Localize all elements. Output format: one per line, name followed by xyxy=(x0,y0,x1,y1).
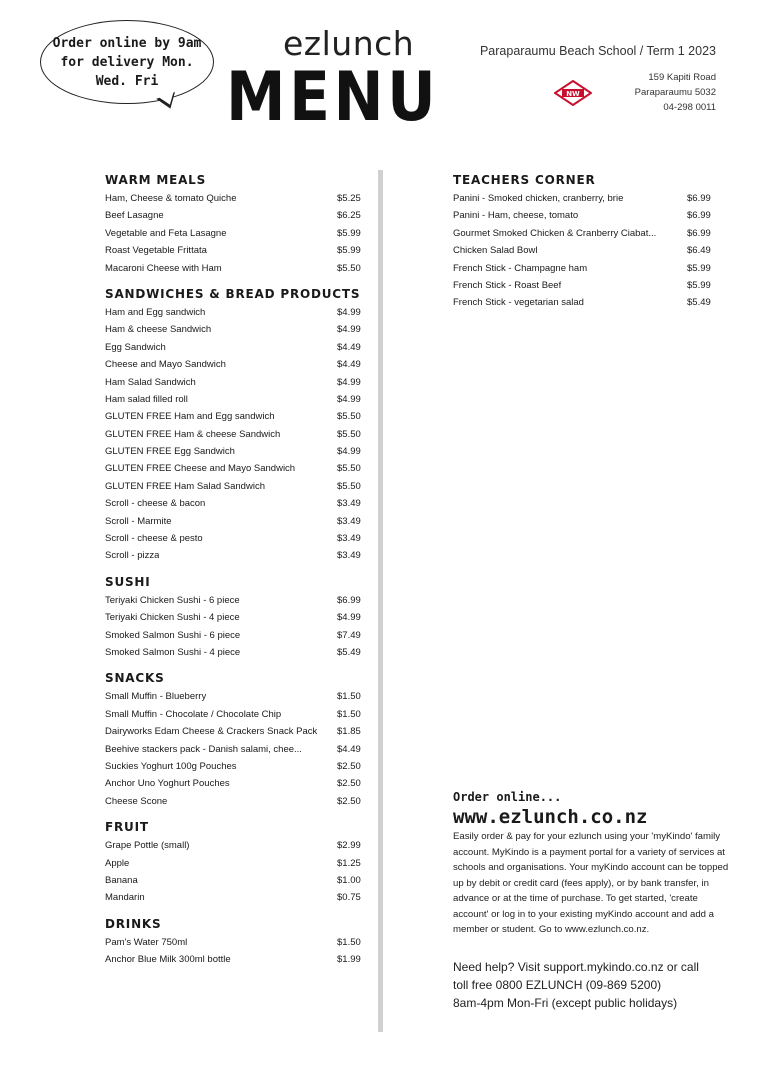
menu-item xyxy=(105,793,365,810)
item-price: $5.50 xyxy=(337,428,361,440)
item-name: Panini - Smoked chicken, cranberry, brie xyxy=(453,193,624,204)
item-name: GLUTEN FREE Ham Salad Sandwich xyxy=(105,480,265,492)
menu-item xyxy=(453,190,715,207)
item-price: $4.99 xyxy=(337,446,361,458)
item-price: $1.50 xyxy=(337,708,361,720)
menu-item xyxy=(105,260,365,277)
item-price: $4.49 xyxy=(337,359,361,371)
menu-item xyxy=(105,723,365,740)
item-name: Smoked Salmon Sushi - 4 piece xyxy=(105,646,241,658)
help-info xyxy=(453,958,743,1012)
address-line-2: Paraparaumu 5032 xyxy=(634,87,716,98)
item-price: $6.25 xyxy=(337,210,361,222)
item-name: French Stick - Champagne ham xyxy=(453,262,588,274)
menu-item xyxy=(105,889,365,906)
item-name: Ham & cheese Sandwich xyxy=(105,324,212,336)
menu-item xyxy=(105,321,365,338)
item-name: Gourmet Smoked Chicken & Cranberry Ciabat... xyxy=(453,227,657,239)
item-name: GLUTEN FREE Egg Sandwich xyxy=(105,446,235,458)
order-online-url[interactable]: www.ezlunch.co.nz xyxy=(453,806,648,828)
menu-item xyxy=(105,547,365,564)
item-price: $1.50 xyxy=(337,691,361,703)
item-price: $5.49 xyxy=(687,297,711,309)
menu-item xyxy=(105,443,365,460)
item-price: $3.49 xyxy=(337,550,361,562)
menu-item xyxy=(105,339,365,356)
item-name: Scroll - cheese & bacon xyxy=(105,498,206,510)
item-name: Teriyaki Chicken Sushi - 6 piece xyxy=(105,594,240,606)
bubble-text: Order online by 9am for delivery Mon. Wed. Fri xyxy=(52,35,202,89)
menu-item xyxy=(105,225,365,242)
item-price: $4.49 xyxy=(337,743,361,755)
supplier-address xyxy=(635,70,716,115)
help-line-3: 8am-4pm Mon-Fri (except public holidays) xyxy=(453,996,678,1010)
school-term: Paraparaumu Beach School / Term 1 2023 xyxy=(479,44,716,58)
item-price: $4.99 xyxy=(337,376,361,388)
item-price: $4.99 xyxy=(337,393,361,405)
item-price: $1.25 xyxy=(337,857,361,869)
section-title: WARM MEALS xyxy=(105,173,207,187)
item-name: Suckies Yoghurt 100g Pouches xyxy=(105,760,237,772)
menu-item xyxy=(105,356,365,373)
section-title: FRUIT xyxy=(105,820,149,835)
item-price: $4.49 xyxy=(337,341,361,353)
page-title: MENU xyxy=(226,58,440,137)
item-name: Pam's Water 750ml xyxy=(105,936,188,948)
item-name: Ham and Egg sandwich xyxy=(105,306,206,318)
menu-item xyxy=(105,478,365,495)
item-price: $5.50 xyxy=(337,262,361,274)
item-price: $4.99 xyxy=(337,306,361,318)
item-price: $6.99 xyxy=(687,193,711,204)
item-price: $5.50 xyxy=(337,411,361,423)
item-price: $6.99 xyxy=(687,210,711,222)
menu-item xyxy=(105,190,365,207)
item-price: $3.49 xyxy=(337,515,361,527)
menu-item xyxy=(105,855,365,872)
new-world-logo xyxy=(554,80,592,106)
menu-item xyxy=(105,408,365,425)
item-name: Smoked Salmon Sushi - 6 piece xyxy=(105,629,241,641)
menu-item xyxy=(105,609,365,626)
menu-item xyxy=(453,225,715,242)
menu-section xyxy=(105,286,365,565)
item-name: Anchor Blue Milk 300ml bottle xyxy=(105,954,231,966)
item-price: $1.99 xyxy=(337,954,361,966)
order-deadline-bubble xyxy=(40,20,214,104)
menu-item xyxy=(453,242,715,259)
item-name: Apple xyxy=(105,857,130,869)
menu-section xyxy=(105,670,365,810)
item-price: $4.99 xyxy=(337,612,361,624)
phone-number: 04-298 0011 xyxy=(663,102,716,113)
mykindo-description: Easily order & pay for your ezlunch using your 'myKindo' family account. MyKindo is a payment portal for a variety of services at schools and organisations. Your myKindo account can be topped up by debit or credit card (fees apply), or by bank transfer, in advance or at the time of purchase. To get started, 'create account' or log in to your existing myKindo account and add a member or student. Go to www.ezlunch.co.nz. xyxy=(453,831,729,935)
item-price: $1.85 xyxy=(337,726,361,738)
item-price: $6.99 xyxy=(337,594,361,606)
section-title: SANDWICHES & BREAD PRODUCTS xyxy=(105,286,361,301)
item-name: Ham, Cheese & tomato Quiche xyxy=(105,193,237,204)
logo-text: NW xyxy=(566,90,580,98)
item-name: Cheese Scone xyxy=(105,795,168,807)
section-title: SUSHI xyxy=(105,574,151,589)
item-name: Grape Pottle (small) xyxy=(105,840,190,852)
item-name: Panini - Ham, cheese, tomato xyxy=(453,210,579,222)
section-title: DRINKS xyxy=(105,916,162,931)
item-name: French Stick - Roast Beef xyxy=(453,279,562,291)
item-price: $6.99 xyxy=(687,227,711,239)
item-price: $7.49 xyxy=(337,629,361,641)
menu-item xyxy=(453,294,715,311)
item-price: $1.50 xyxy=(337,936,361,948)
item-price: $5.49 xyxy=(337,646,361,658)
column-divider xyxy=(378,170,383,1032)
item-price: $6.49 xyxy=(687,245,711,257)
item-price: $5.99 xyxy=(687,279,711,291)
menu-section xyxy=(105,819,365,907)
menu-item xyxy=(105,758,365,775)
menu-item xyxy=(105,530,365,547)
item-name: GLUTEN FREE Ham and Egg sandwich xyxy=(105,411,275,423)
menu-section xyxy=(105,916,365,969)
item-name: Scroll - pizza xyxy=(105,550,160,562)
item-price: $5.99 xyxy=(687,262,711,274)
item-price: $2.50 xyxy=(337,778,361,790)
item-name: Beef Lasagne xyxy=(105,210,164,222)
item-name: Teriyaki Chicken Sushi - 4 piece xyxy=(105,612,240,624)
menu-item xyxy=(105,741,365,758)
order-online-lead: Order online... xyxy=(453,790,562,804)
item-price: $4.99 xyxy=(337,324,361,336)
item-price: $1.00 xyxy=(337,874,361,886)
help-line-2: toll free 0800 EZLUNCH (09-869 5200) xyxy=(453,978,662,992)
item-name: Anchor Uno Yoghurt Pouches xyxy=(105,778,230,790)
menu-item xyxy=(105,391,365,408)
item-name: Small Muffin - Blueberry xyxy=(105,691,207,703)
item-name: Vegetable and Feta Lasagne xyxy=(105,227,227,239)
item-name: Ham Salad Sandwich xyxy=(105,376,196,388)
item-price: $0.75 xyxy=(337,892,361,904)
item-name: Macaroni Cheese with Ham xyxy=(105,262,222,274)
menu-item xyxy=(105,688,365,705)
menu-item xyxy=(453,207,715,224)
item-name: Small Muffin - Chocolate / Chocolate Chip xyxy=(105,708,282,720)
menu-left-column xyxy=(105,168,365,977)
menu-item xyxy=(105,706,365,723)
menu-item xyxy=(105,775,365,792)
menu-item xyxy=(105,951,365,968)
menu-item xyxy=(105,242,365,259)
order-online-heading xyxy=(453,788,743,828)
menu-right-column xyxy=(453,168,715,321)
item-price: $5.99 xyxy=(337,227,361,239)
menu-section xyxy=(105,574,365,662)
menu-item xyxy=(105,627,365,644)
address-line-1: 159 Kapiti Road xyxy=(648,72,716,83)
menu-item xyxy=(105,304,365,321)
menu-item xyxy=(105,495,365,512)
section-title: TEACHERS CORNER xyxy=(453,173,596,187)
item-name: French Stick - vegetarian salad xyxy=(453,297,584,309)
item-name: Ham salad filled roll xyxy=(105,393,188,405)
menu-item xyxy=(105,374,365,391)
menu-item xyxy=(105,426,365,443)
menu-item xyxy=(105,837,365,854)
item-name: Mandarin xyxy=(105,892,145,904)
item-price: $3.49 xyxy=(337,533,361,545)
item-name: GLUTEN FREE Cheese and Mayo Sandwich xyxy=(105,463,296,475)
item-name: Banana xyxy=(105,874,138,886)
item-name: Dairyworks Edam Cheese & Crackers Snack Pack xyxy=(105,726,318,738)
menu-item xyxy=(453,260,715,277)
help-line-1: Need help? Visit support.mykindo.co.nz or call xyxy=(453,960,699,974)
menu-item xyxy=(105,644,365,661)
item-price: $2.99 xyxy=(337,840,361,852)
item-name: Chicken Salad Bowl xyxy=(453,245,538,257)
item-name: Egg Sandwich xyxy=(105,341,166,353)
item-price: $2.50 xyxy=(337,760,361,772)
item-name: GLUTEN FREE Ham & cheese Sandwich xyxy=(105,428,281,440)
menu-item xyxy=(105,513,365,530)
menu-section xyxy=(105,172,365,277)
item-price: $2.50 xyxy=(337,795,361,807)
menu-item xyxy=(105,460,365,477)
item-name: Scroll - Marmite xyxy=(105,515,172,527)
item-price: $5.50 xyxy=(337,463,361,475)
item-price: $5.99 xyxy=(337,245,361,257)
item-price: $5.25 xyxy=(337,193,361,204)
menu-item xyxy=(105,934,365,951)
brand-name: ezlunch xyxy=(283,24,415,63)
item-price: $3.49 xyxy=(337,498,361,510)
item-name: Cheese and Mayo Sandwich xyxy=(105,359,226,371)
menu-item xyxy=(105,872,365,889)
menu-item xyxy=(453,277,715,294)
item-name: Beehive stackers pack - Danish salami, chee... xyxy=(105,743,302,755)
item-name: Scroll - cheese & pesto xyxy=(105,533,203,545)
item-price: $5.50 xyxy=(337,480,361,492)
section-title: SNACKS xyxy=(105,671,165,686)
menu-item xyxy=(105,592,365,609)
menu-section xyxy=(453,172,715,312)
menu-item xyxy=(105,207,365,224)
item-name: Roast Vegetable Frittata xyxy=(105,245,207,257)
